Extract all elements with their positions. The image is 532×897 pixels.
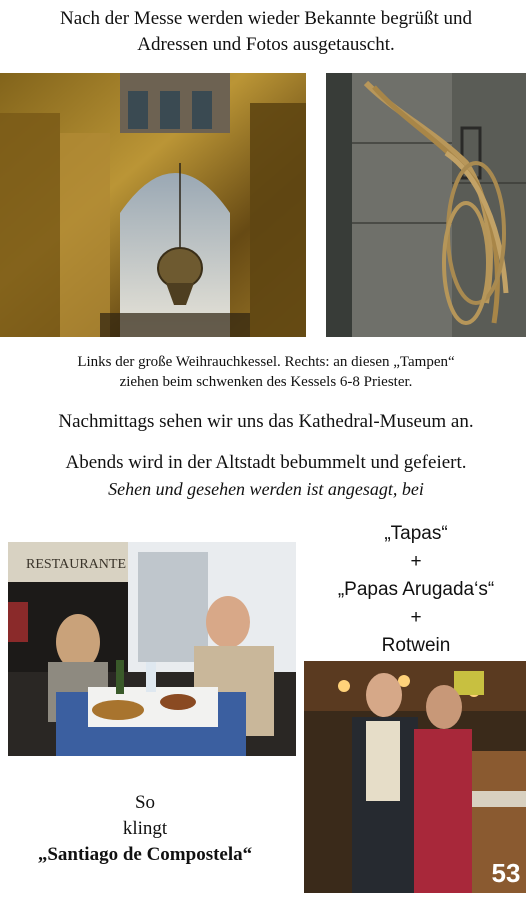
intro-line-2: Adressen und Fotos ausgetauscht. <box>137 34 395 55</box>
photo-caption <box>0 352 532 392</box>
seen-text: Sehen und gesehen werden ist angesagt, bei <box>108 479 424 499</box>
rope-photo <box>326 73 526 337</box>
caption-line-2: ziehen beim schwenken des Kessels 6-8 Priester. <box>119 374 413 390</box>
menu-item-rotwein: Rotwein <box>381 635 451 656</box>
bar-photo <box>304 661 526 893</box>
restaurant-sign: RESTAURANTE <box>26 557 126 572</box>
page-number: 53 <box>491 858 521 888</box>
caption-line-1: Links der große Weihrauchkessel. Rechts: an diesen „Tampen“ <box>77 354 455 370</box>
intro-line-1: Nach der Messe werden wieder Bekannte begrüßt und <box>59 8 473 29</box>
menu-item-tapas: „Tapas“ <box>384 523 448 544</box>
evening-text: Abends wird in der Altstadt bebummelt und gefeiert. <box>65 452 467 473</box>
closing-line-3: „Santiago de Compostela“ <box>37 844 253 865</box>
menu-item-papas: „Papas Arugada‘s“ <box>337 579 495 600</box>
museum-text: Nachmittags sehen wir uns das Kathedral-Museum an. <box>58 411 474 432</box>
closing-line-1: So <box>134 792 156 813</box>
intro-text <box>0 6 532 58</box>
menu-list <box>300 520 532 660</box>
closing-line-2: klingt <box>122 818 168 839</box>
menu-plus-1: + <box>410 551 422 572</box>
censer-photo <box>0 73 306 337</box>
closing-text <box>0 790 290 868</box>
restaurant-photo <box>8 542 296 756</box>
menu-plus-2: + <box>410 607 422 628</box>
